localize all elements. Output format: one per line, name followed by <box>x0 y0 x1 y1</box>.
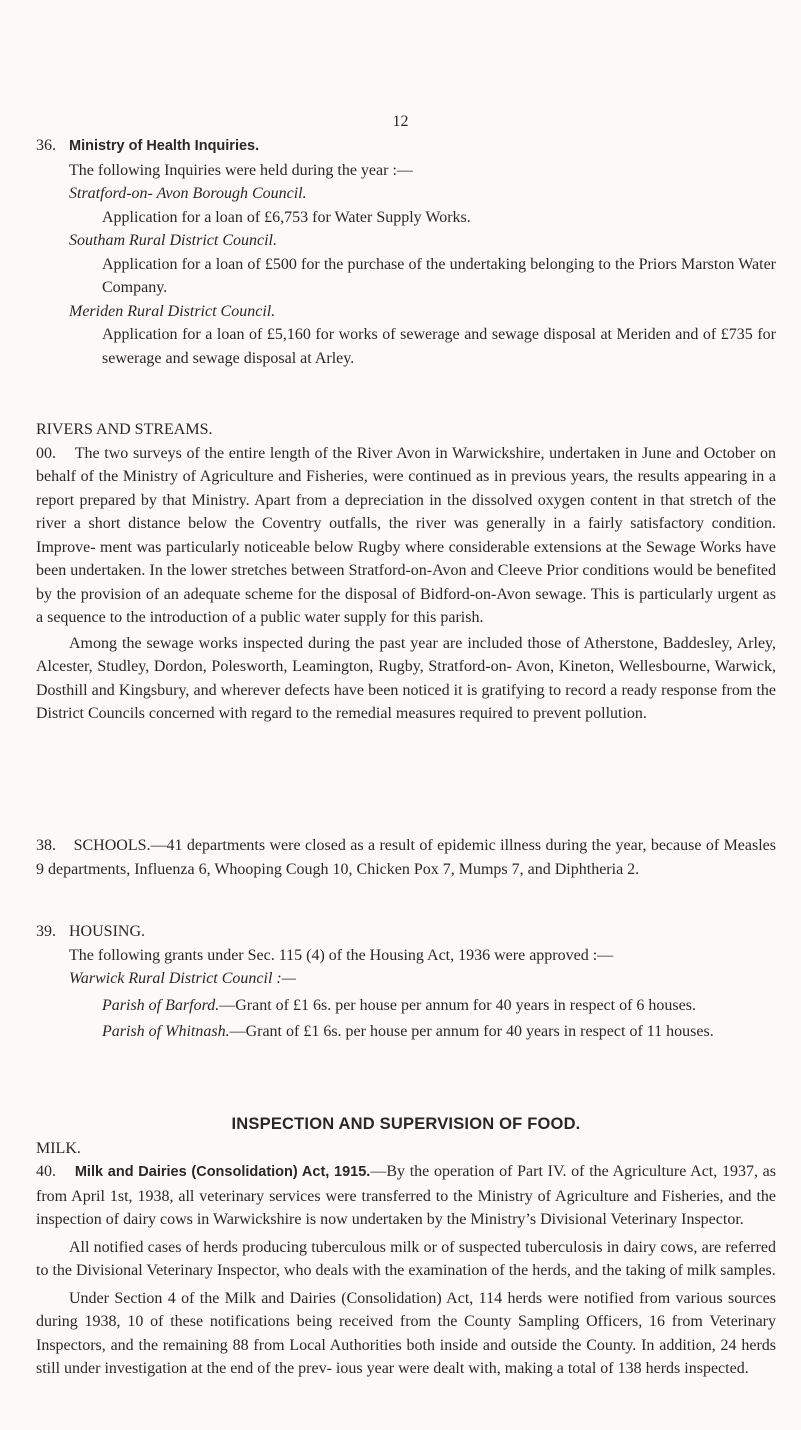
housing-parish-1: Parish of Barford. <box>102 996 220 1014</box>
rivers-section <box>36 418 776 726</box>
section-38-body: SCHOOLS.—41 departments were closed as a result of epidemic illness during the year, because of Measles 9 departments, Influenza 6, Whooping Cough 10, Chicken Pox 7, Mumps 7, and Diphtheria 2. <box>36 837 777 878</box>
housing-grant-2-text: —Grant of £1 6s. per house per annum for 40 years in respect of 11 houses. <box>229 1023 714 1040</box>
section-36-number: 36. <box>36 137 56 154</box>
section-39-title: HOUSING. <box>69 923 145 940</box>
food-act-title: Milk and Dairies (Consolidation) Act, 1915. <box>74 1164 371 1180</box>
food-para-1-text: —By the operation of Part IV. of the Agriculture Act, 1937, as from April 1st, 1938, all veterinary services were transferred to the Ministry of Agriculture and Fisheries, and the inspection of dairy cows in Warwickshire is now undertaken by the Ministry’s Divisional Veterinary Inspector. <box>36 1163 776 1228</box>
inquiry-body-1: Stratford-on- Avon Borough Council. <box>69 185 307 202</box>
inquiry-text-3: Application for a loan of £5,160 for works of sewerage and sewage disposal at Meriden and of £735 for sewerage and sewage disposal at Arley. <box>102 326 776 367</box>
housing-grant-2 <box>69 1020 776 1044</box>
section-38-text <box>36 834 776 881</box>
inquiry-body-3: Meriden Rural District Council. <box>69 302 276 320</box>
food-section <box>36 1113 776 1381</box>
housing-grant-1-text: —Grant of £1 6s. per house per annum for 40 years in respect of 6 houses. <box>219 996 696 1014</box>
food-para-1 <box>36 1160 776 1232</box>
section-38 <box>36 834 776 881</box>
section-39-number: 39. <box>36 923 56 940</box>
food-subheading: MILK. <box>36 1139 81 1157</box>
food-heading: INSPECTION AND SUPERVISION OF FOOD. <box>231 1115 581 1133</box>
rivers-number: 00. <box>36 444 56 462</box>
food-number: 40. <box>36 1163 56 1180</box>
section-36-title: Ministry of Health Inquiries. <box>69 138 260 154</box>
housing-parish-2: Parish of Whitnash. <box>102 1023 230 1040</box>
rivers-para-1 <box>36 442 776 630</box>
section-39-intro: The following grants under Sec. 115 (4) of the Housing Act, 1936 were approved :— <box>69 946 614 964</box>
housing-council: Warwick Rural District Council :— <box>69 970 296 987</box>
section-39 <box>36 920 776 1044</box>
food-para-2: All notified cases of herds producing tuberculous milk or of suspected tuberculosis in dairy cows, are referred to the Divisional Veterinary Inspector, who deals with the examination of the herds, and the taking of milk samples. <box>36 1238 776 1279</box>
rivers-heading: RIVERS AND STREAMS. <box>36 421 213 438</box>
rivers-para-1-text: The two surveys of the entire length of the River Avon in Warwickshire, undertaken in June and October on behalf of the Ministry of Agriculture and Fisheries, were continued as in previous years, the results appearing in a report prepared by that Ministry. Apart from a depreciation in the dissolved oxygen content in that stretch of the river a short distance below the Coventry outfalls, the river was generally in a fairly satisfactory condition. Improve- ment was particularly noticeable below Rugby where considerable extensions at the Sewage Works have been undertaken. In the lower stretches between Stratford-on-Avon and Cleeve Prior conditions would be benefited by the provision of an adequate scheme for the disposal of Bidford-on-Avon sewage. This is particularly urgent as a sequence to the introduction of a public water supply for this parish. <box>36 444 776 626</box>
section-38-number: 38. <box>36 837 56 854</box>
housing-grant-1 <box>69 994 776 1018</box>
food-para-3: Under Section 4 of the Milk and Dairies (Consolidation) Act, 114 herds were notified from various sources during 1938, 10 of these notifications being received from the County Sampling Officers, 16 from Veterinary Inspectors, and the remaining 88 from Local Authorities both inside and outside the County. In addition, 24 herds still under investigation at the end of the prev- ious year were dealt with, making a total of 138 herds inspected. <box>36 1289 776 1377</box>
inquiry-text-2: Application for a loan of £500 for the purchase of the undertaking belonging to the Priors Marston Water Company. <box>102 255 776 296</box>
page-number: 12 <box>392 113 409 130</box>
section-36-intro: The following Inquiries were held during the year :— <box>69 161 413 179</box>
rivers-para-2: Among the sewage works inspected during the past year are included those of Atherstone, Baddesley, Arley, Alcester, Studley, Dordon, Polesworth, Leamington, Rugby, Stratford-on- Avon, Kineton, Wellesbourne, Warwick, Dosthill and Kingsbury, and wherever defects have been noticed it is gratifying to record a ready response from the District Councils concerned with regard to the remedial measures required to prevent pollution. <box>36 634 776 722</box>
inquiry-body-2: Southam Rural District Council. <box>69 232 277 249</box>
inquiry-text-1: Application for a loan of £6,753 for Water Supply Works. <box>102 208 471 226</box>
section-36 <box>36 134 776 370</box>
